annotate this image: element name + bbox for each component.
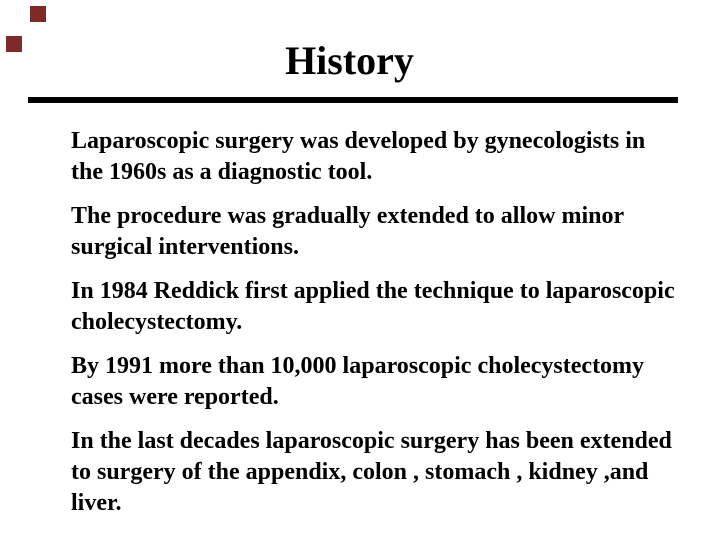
- text-line: liver.: [71, 490, 122, 516]
- text-line: In 1984 Reddick first applied the technique to laparoscopic: [71, 278, 675, 304]
- text-line: cholecystectomy.: [71, 309, 243, 335]
- slide-title: History: [285, 38, 414, 83]
- paragraph: [71, 126, 701, 188]
- text-line: In the last decades laparoscopic surgery has been extended: [71, 428, 672, 454]
- text-line: to surgery of the appendix, colon , stomach , kidney ,and: [71, 459, 649, 485]
- paragraph: [71, 426, 701, 519]
- paragraph: [71, 201, 701, 263]
- text-line: Laparoscopic surgery was developed by gynecologists in: [71, 128, 646, 154]
- text-line: cases were reported.: [71, 384, 279, 410]
- paragraph: [71, 276, 701, 338]
- text-line: The procedure was gradually extended to allow minor: [71, 203, 625, 229]
- slide-body: [71, 126, 701, 532]
- paragraph: [71, 351, 701, 413]
- text-line: surgical interventions.: [71, 234, 299, 260]
- title-underline: [28, 97, 678, 103]
- decor-square-top-icon: [30, 6, 46, 22]
- text-line: the 1960s as a diagnostic tool.: [71, 159, 373, 185]
- text-line: By 1991 more than 10,000 laparoscopic cholecystectomy: [71, 353, 645, 379]
